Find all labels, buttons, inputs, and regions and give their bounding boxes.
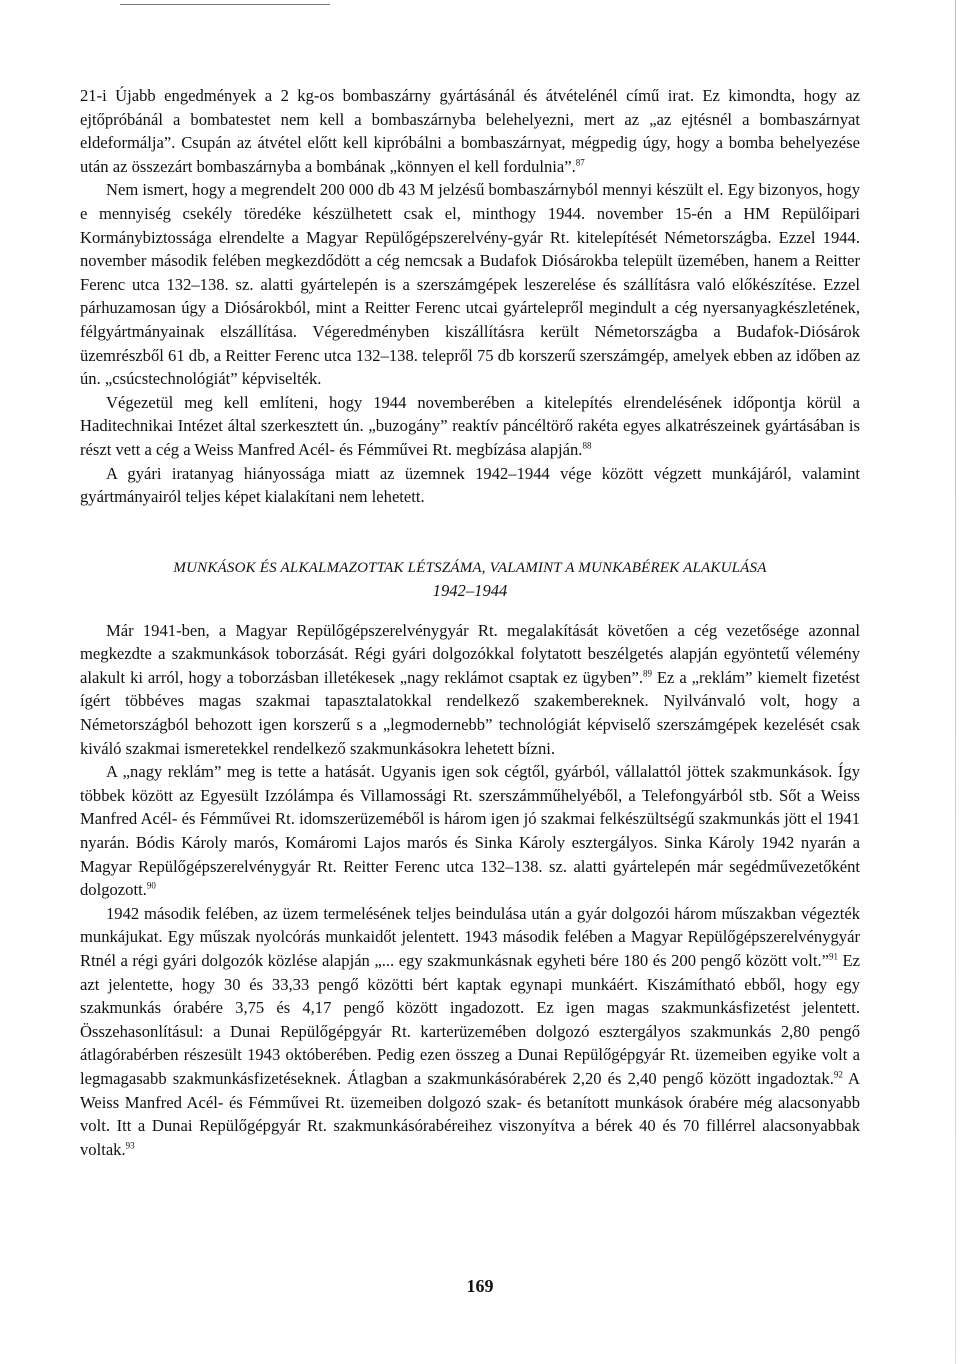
- paragraph-7-tail: Ez azt jelentette, hogy 30 és 33,33 pengő közötti bért kaptak egynapi munkáért. Kiszámítható ebből, hogy egy szakmunkás órabére 3,75 és 4,17 pengő között ingadozott. Ez igen magas szakmunkásfizetést jelentett. Összehasonlításul: a Dunai Repülőgépgyár Rt. karterüzemében dolgozó esztergályos szakmunkás 2,80 pengő átlagórabérben részesült 1943 októberében. Pedig ezen összeg a Dunai Repülőgépgyár Rt. üzemeiben egyike volt a legmagasabb szakmunkásfizetéseknek. Átlagban a szakmunkásórabérek 2,20 és 2,40 pengő között ingadoztak.: [80, 951, 861, 1088]
- footnote-ref-93[interactable]: 93: [125, 1140, 135, 1151]
- footnote-ref-87[interactable]: 87: [575, 157, 585, 168]
- footnote-ref-91[interactable]: 91: [828, 951, 838, 962]
- paragraph-4: [80, 462, 860, 509]
- paragraph-7: [80, 902, 860, 1162]
- paragraph-6: [80, 760, 860, 902]
- paragraph-3-text: Végezetül meg kell említeni, hogy 1944 novemberében a kitelepítés elrendelésének időpontja körül a Haditechnikai Intézet által szerkesztett ún. „buzogány” reaktív páncéltörő rakéta egyes alkatrészeinek gyártásában is részt vett a cég a Weiss Manfred Acél- és Fémművei Rt. megbízása alapján.: [80, 392, 860, 459]
- section-years: 1942–1944: [432, 580, 508, 600]
- paragraph-5-tail: Ez a „reklám” kiemelt fizetést ígért többéves magas szakmai tapasztalatokkal rendelkező szakembereknek. Nyilvánvaló volt, hogy a Németországból behozott igen korszerű s a „legmodernebb” technológiát képviselő szerszámgépek kezelését csak kiváló szakmai ismeretekkel rendelkező szakmunkásokra lehetett bízni.: [80, 667, 860, 758]
- scan-artifact-right-edge: [955, 0, 956, 1364]
- paragraph-5-text: Már 1941-ben, a Magyar Repülőgépszerelvénygyár Rt. megalakítását követően a cég vezetősége azonnal megkezdte a szakmunkások toborzását. Régi gyári dolgozókkal folytatott beszélgetés alapján egyöntetű vélemény alakult ki arról, hogy a toborzásban illetékesek „nagy reklámot csaptak ez ügyben”.: [80, 620, 860, 687]
- paragraph-1: [80, 84, 860, 178]
- section-title: MUNKÁSOK ÉS ALKALMAZOTTAK LÉTSZÁMA, VALAMINT A MUNKABÉREK ALAKULÁSA: [173, 559, 767, 576]
- paragraph-4-text: A gyári iratanyag hiányossága miatt az üzemnek 1942–1944 vége között végzett munkájáról, valamint gyártmányairól teljes képet kialakítani nem lehetett.: [80, 463, 860, 507]
- paragraph-7-tail2: A Weiss Manfred Acél- és Fémművei Rt. üzemeiben dolgozó szak- és betanított munkások órabére még alacsonyabb volt. Itt a Dunai Repülőgépgyár Rt. szakmunkásórabéreihez viszonyítva a bérek 40 és 70 fillérrel alacsonyabbak voltak.: [80, 1068, 860, 1159]
- footnote-ref-90[interactable]: 90: [146, 880, 156, 891]
- document-page: [80, 84, 860, 1161]
- paragraph-2: [80, 178, 860, 390]
- paragraph-1-text: 21-i Újabb engedmények a 2 kg-os bombaszárny gyártásánál és átvételénél című irat. Ez kimondta, hogy az ejtőpróbánál a bombatestet nem kell a bombaszárnyba belehelyezni, mert az „az ejtésnél a bombaszárnyat eldeformálja”. Csupán az átvétel előtt kell kipróbálni a bombaszárnyat, mégpedig úgy, hogy a bomba behelyezése után az összezárt bombaszárnyba a bombának „könnyen el kell fordulnia”.: [80, 86, 860, 176]
- footnote-ref-88[interactable]: 88: [582, 440, 592, 451]
- paragraph-5: [80, 619, 860, 761]
- paragraph-6-text: A „nagy reklám” meg is tette a hatását. Ugyanis igen sok cégtől, gyárból, vállalattól jöttek szakmunkások. Így többek között az Egyesült Izzólámpa és Villamossági Rt. szerszámműhelyéből, a Telefongyárból stb. Sőt a Weiss Manfred Acél- és Fémművei Rt. idomszerüzeméből is három igen jó szakmai felkészültségű szakmunkás jött el 1941 nyarán. Bódis Károly marós, Komáromi Lajos marós és Sinka Károly esztergályos. Sinka Károly 1942 nyarán a Magyar Repülőgépszerelvénygyár Rt. Reitter Ferenc utca 132–138. sz. alatti gyártelepén már segédművezetőként dolgozott.: [80, 762, 860, 900]
- footnote-ref-92[interactable]: 92: [833, 1069, 843, 1080]
- page-number: 169: [466, 1276, 494, 1296]
- paragraph-2-text: Nem ismert, hogy a megrendelt 200 000 db 43 M jelzésű bombaszárnyból mennyi készült el. Egy bizonyos, hogy e mennyiség csekély töredéke készülhetett csak el, minthogy 1944. november 15-én a HM Repülőipari Kormánybiztossága elrendelte a Magyar Repülőgépszerelvény-gyár Rt. kitelepítését Németországba. Ezzel 1944. november második felében megkezdődött a cég nemcsak a Budafok Diósárokba települt üzemében, hanem a Reitter Ferenc utca 132–138. sz. alatti gyártelepén is a szerszámgépek leszerelése és szállításra való előkészítése. Ezzel párhuzamosan úgy a Diósárokból, mint a Reitter Ferenc utcai gyártelepről megindult a cég nyersanyagkészletének, félgyártmányainak elszállítása. Végeredményben kiszállításra került Németországba a Budafok-Diósárok üzemrészből 61 db, a Reitter Ferenc utca 132–138. telepről 75 db korszerű szerszámgép, amelyek ebben az időben az ún. „csúcstechnológiát” képviselték.: [80, 180, 860, 389]
- paragraph-7-text: 1942 második felében, az üzem termelésének teljes beindulása után a gyár dolgozói három műszakban végezték munkájukat. Egy műszak nyolcórás munkaidőt jelentett. 1943 második felében a Magyar Repülőgépszerelvénygyár Rtnél a régi gyári dolgozók közlése alapján „... egy szakmunkásnak egyheti bére 180 és 200 pengő között volt.”: [80, 903, 860, 970]
- scan-artifact-top-line: [120, 4, 330, 5]
- paragraph-3: [80, 391, 860, 462]
- footnote-ref-89[interactable]: 89: [642, 668, 652, 679]
